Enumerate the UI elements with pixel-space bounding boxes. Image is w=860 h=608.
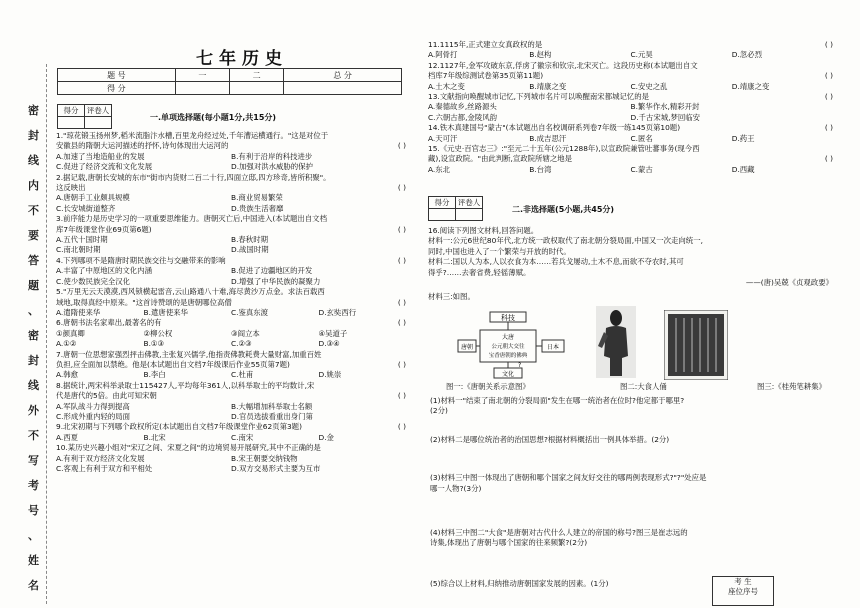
option-c[interactable]: C.促进了经济交流和文化发展 [56,162,153,172]
option-b[interactable]: B.北宋 [143,432,166,442]
option-a[interactable]: A.唐朝手工业颇具规模 [56,193,130,203]
grader-name-label: 评卷人 [456,197,483,209]
option-b[interactable]: B.靖康之变 [529,81,567,91]
option-b[interactable]: B.促进了边疆地区的开发 [231,266,313,276]
diagram-mid3: 宝香唐朝的佛典 [488,353,528,359]
seal-char: 密 [28,329,39,342]
option-a[interactable]: A.有利于双方经济文化发展 [56,453,145,463]
question-text: 负担,应全面加以禁绝。他是(本试题出自文档7年级课后作业55页第7题) ( ) [56,359,406,369]
right-column [428,40,833,175]
grader-score-cell[interactable] [58,117,85,129]
option-d[interactable]: D.忽必烈 [731,50,762,60]
question-text: 6.唐朝书法名家辈出,最著名的有 ( ) [56,318,406,328]
option-c[interactable]: C.形成外重内轻的局面 [56,411,131,421]
score-header-label: 题 号 [58,69,176,82]
options [56,433,406,443]
option-b[interactable]: B.成吉思汗 [529,133,567,143]
option-c[interactable]: C.②③ [231,339,252,349]
option-c[interactable]: C.杜甫 [231,370,254,380]
option-c[interactable]: C.长安城街道整齐 [56,203,116,213]
options [56,245,406,255]
subquestion-3-cont: 哪一人物?(3分) [430,483,482,493]
grader-name-label: 评卷人 [85,105,112,117]
question-16 [428,226,833,303]
caption-figure-1: 图一:《唐朝关系示意图》 [446,382,530,391]
diagram-top-label: 科技 [501,314,515,322]
option-d[interactable]: D.战国时期 [231,245,269,255]
caption-figure-3: 图三:《桂苑笔耕集》 [756,382,826,391]
seal-char: 姓 [28,554,39,567]
figure-2-figurine [596,306,636,378]
option-c[interactable]: C.鉴真东渡 [231,307,269,317]
question-9 [56,422,406,443]
seal-char: 内 [28,179,39,192]
material-1: 同时,中国也进入了一个繁荣与开放的时代。 [428,246,571,256]
question-14 [428,123,833,144]
question-text: 这反映出 ( ) [56,183,406,193]
options [56,402,406,412]
options [56,308,406,318]
option-b[interactable]: B.有利于沿岸的科技进步 [231,151,313,161]
option-a[interactable]: A.天可汗 [428,133,458,143]
options [56,370,406,380]
material-1: 材料一:公元6世纪80年代,北方统一政权取代了南北朝分裂局面,中国又一次走向统一, [428,236,703,246]
question-1 [56,131,406,173]
options [428,82,833,92]
score-header-total: 总 分 [284,69,402,82]
options [56,152,406,162]
score-cell-part1[interactable] [175,82,229,95]
option-a[interactable]: A.军队战斗力得到提高 [56,401,130,411]
item-2: ②柳公权 [143,328,173,338]
item-4: ④吴道子 [318,328,348,338]
option-d[interactable]: D.金 [318,432,334,442]
question-10 [56,443,406,474]
question-11 [428,40,833,61]
figure-captions [446,382,826,392]
material-2-source: ——(唐)吴兢《贞观政要》 [745,278,833,288]
item-1: ①颜真卿 [56,328,85,338]
diagram-mid2: 公元朝大交往 [491,344,525,350]
options [428,50,833,60]
option-a[interactable]: A.遣隋使来华 [56,307,101,317]
options [56,235,406,245]
subquestion-4: (4)材料三中图二"大食"是唐朝对古代什么人建立的帝国的称号?图三是崔志远的 [430,528,688,538]
seal-char: 名 [28,579,39,592]
grader-score-cell[interactable] [429,209,456,221]
question-text: 3.前序能力是历史学习的一项重要思维能力。唐朝灭亡后,中国进入(本试题出自文档 [56,214,327,224]
question-text: 7.唐朝一位思想家强烈抨击佛教,主张复兴儒学,他指责佛教耗费大量财富,加重百姓 [56,349,322,359]
seat-label-1: 考 生 [734,577,752,586]
seal-char: 封 [28,354,39,367]
seal-char: 要 [28,229,39,242]
question-text: 10.某历史兴趣小组对"宋辽之间、宋夏之间"的边境贸易开展研究,其中不正确的是 [56,443,321,453]
question-text: 12.1127年,金军攻破东京,俘虏了徽宗和钦宗,北宋灭亡。这段历史称(本试题出自文 [428,60,698,70]
option-a[interactable]: A.西夏 [56,432,79,442]
question-15 [428,144,833,175]
option-d[interactable]: D.西藏 [731,164,755,174]
question-text: 代是唐代的5倍。由此可知宋朝 ( ) [56,391,406,401]
seal-char: 不 [28,204,39,217]
seal-char: 、 [28,529,39,542]
option-b[interactable]: B.宋王朝要交纳钱物 [231,453,298,463]
option-b[interactable]: B.商业贸易繁荣 [231,193,283,203]
options [56,454,406,464]
grader-box-2 [428,196,483,221]
options [56,412,406,422]
question-text: 11.1115年,正式建立女真政权的是 ( ) [428,40,833,49]
seal-char: 线 [28,154,39,167]
options [428,113,833,123]
option-d[interactable]: D.靖康之变 [731,81,770,91]
grader-box-1 [57,104,112,129]
question-3 [56,214,406,256]
subquestion-1-points: (2分) [430,406,448,416]
seal-line-strip [24,64,47,604]
question-text: 9.北宋初期与下列哪个政权所定(本试题出自文档7年级课堂作业62页第3题) ( ) [56,422,406,432]
item-3: ③阎立本 [231,328,260,338]
seal-char: 写 [28,454,39,467]
option-a[interactable]: A.丰富了中原地区的文化内涵 [56,266,152,276]
option-b[interactable]: B.大幅增加科举取士名额 [231,401,313,411]
option-b[interactable]: B.繁华作水,精彩开封 [630,102,700,112]
material-3: 材料三:如图。 [428,292,475,302]
option-d[interactable]: D.加强对洪水威胁的保护 [231,162,313,172]
diagram-mid1: 大唐 [501,334,515,341]
caption-figure-2: 图二:大食人俑 [619,382,667,391]
option-a[interactable]: A.五代十国时期 [56,235,108,245]
option-d[interactable]: D.药王 [731,133,755,143]
option-a[interactable]: A.土木之变 [428,81,465,91]
subquestion-1: (1)材料一"结束了南北朝的分裂局面"发生在哪一统治者在位时?他定都于哪里? [430,396,685,405]
seal-char: 、 [28,304,39,317]
subquestion-5: (5)综合以上材料,归纳推动唐朝国家发展的因素。(1分) [430,578,609,588]
option-a[interactable]: A.东北 [428,164,451,174]
question-text: 15.《元史·百官志三》:"至元二十五年(公元1288年),以宣政院兼管吐蕃事务(现今西 [428,144,700,154]
section-2-title: 二.非选择题(5小题,共45分) [512,205,615,214]
figure-1-diagram [456,310,576,382]
option-d[interactable]: D.增强了中华民族的凝聚力 [231,276,321,286]
options [428,165,833,175]
seal-char: 答 [28,254,39,267]
seal-char: 密 [28,104,39,117]
options [56,162,406,172]
diagram-right-label: 日本 [546,344,560,351]
question-text: 2.据记载,唐朝长安城的东市"街市内货财二百二十行,四面立邸,四方珍奇,皆所积聚"。 [56,172,331,182]
option-c[interactable]: C.蒙古 [630,164,653,174]
option-b[interactable]: B.李白 [143,370,166,380]
section-1-title: 一.单项选择题(每小题1分,共15分) [150,113,277,122]
exam-title: 七年历史 [196,49,288,69]
options [56,204,406,214]
grader-name-cell[interactable] [85,117,112,129]
question-4 [56,256,406,287]
question-6 [56,318,406,349]
left-column [56,131,406,474]
question-text: 域地,取得真经中原来。"这首诗赞颂的是唐朝哪位高僧 ( ) [56,297,406,307]
option-c[interactable]: C.客观上有利于双方和平相处 [56,464,153,473]
seal-char: 外 [28,404,39,417]
diagram-bottom-label: 文化 [501,371,515,378]
option-d[interactable]: D.官员选拔看重出身门第 [231,411,313,421]
options [428,102,833,112]
grader-name-cell[interactable] [456,209,483,221]
seat-number-box[interactable] [712,576,774,606]
question-text: 安徽县的隋朝大运河描述的抒怀,诗句体现出大运河的 ( ) [56,141,406,151]
option-d[interactable]: D.③④ [318,339,340,349]
question-5 [56,287,406,318]
options [428,134,833,144]
question-text: 16.阅读下列图文材料,回答问题。 [428,226,539,235]
option-c[interactable]: C.南北朝时期 [56,245,101,255]
seal-char: 线 [28,379,39,392]
option-b[interactable]: B.①③ [143,339,165,349]
score-cell-part2[interactable] [229,82,283,95]
seal-char: 封 [28,129,39,142]
seal-char: 题 [28,279,39,292]
diagram-question-mark: ? [518,362,522,369]
options [56,277,406,287]
option-c[interactable]: C.使少数民族完全汉化 [56,276,131,286]
score-table [57,68,402,95]
question-2 [56,173,406,215]
option-a[interactable]: A.秦德故乡,丝路源头 [428,102,497,112]
diagram-left-label: 唐朝 [460,344,474,351]
option-d[interactable]: D.双方交易形式主要为互市 [231,464,321,473]
option-a[interactable]: A.①② [56,339,77,349]
score-row-label: 得 分 [58,82,176,95]
sub-questions [430,396,830,589]
seal-char: 号 [28,504,39,517]
question-13 [428,92,833,123]
option-d[interactable]: D.姚崇 [318,370,342,380]
options [56,339,406,349]
option-c[interactable]: C.南宋 [231,432,254,442]
question-text: 8.据统计,两宋科举录取士115427人,平均每年361人,以科举取士的平均数计,宋 [56,380,315,390]
option-a[interactable]: A.韩愈 [56,370,79,380]
option-d[interactable]: D.贵族生活奢靡 [231,203,284,213]
option-b[interactable]: B.遣唐使来华 [143,307,188,317]
seal-char: 不 [28,429,39,442]
option-b[interactable]: B.台湾 [529,164,552,174]
options [56,266,406,276]
question-text: 藏),设宣政院。"由此判断,宣政院所辖之地是 ( ) [428,154,833,164]
option-c[interactable]: C.安史之乱 [630,81,668,91]
grader-score-label: 得分 [429,197,456,209]
subquestion-2: (2)材料二是哪位统治者的治国思想?根据材料概括出一例具体举措。(2分) [430,434,670,444]
material-2: 得乎?……去奢省费,轻徭薄赋。 [428,267,531,277]
subquestion-3: (3)材料三中图一体现出了唐朝和哪个国家之间友好交往的哪两例表现形式?"?"处应是 [430,473,707,483]
question-text: 4.下列哪项不是隋唐时期民族交往与交融带来的影响 ( ) [56,255,406,265]
option-d[interactable]: D.千古宋城,梦回临安 [630,112,701,122]
options [56,193,406,203]
score-cell-total[interactable] [284,82,402,95]
option-c[interactable]: C.六朝古都,金陵风韵 [428,112,497,122]
options [56,464,406,474]
option-a[interactable]: A.加速了当地造船业的发展 [56,151,145,161]
option-c[interactable]: C.匿名 [630,133,653,143]
question-text: 1."琼花锻玉扬州梦,稻米流脂汴水槽,百里龙舟经过处,千年漕运横通行。"这是对位于 [56,131,329,140]
option-d[interactable]: D.玄奘西行 [318,307,357,317]
grader-score-label: 得分 [58,105,85,117]
seat-label-2: 座位序号 [728,587,758,596]
question-text: 14.铁木真建国号"蒙古"(本试题出自名校调研系列卷7年级一练145页第10题) ( ) [428,123,833,133]
question-8 [56,381,406,423]
option-b[interactable]: B.春秋时期 [231,235,268,245]
figure-3-book-page [664,310,728,380]
score-header-part1: 一 [175,69,229,82]
option-c[interactable]: C.元昊 [630,50,653,60]
captions-row [446,382,826,392]
question-12 [428,61,833,92]
question-text: 档库7年级综测试卷第35页第11题) ( ) [428,71,833,81]
score-header-part2: 二 [229,69,283,82]
items [56,329,406,339]
subquestion-4-cont: 诗集,体现出了唐朝与哪个国家的往来频繁?(2分) [430,538,588,548]
material-2: 材料二:国以人为本,人以衣食为本……若兵戈屡动,土木不息,而欲不夺农时,其可 [428,257,684,267]
question-7 [56,350,406,381]
seal-char: 考 [28,479,39,492]
option-a[interactable]: A.阿骨打 [428,50,458,60]
question-text: 5."万里无云天漠漠,西风锁横起雷音,云山路通八十难,海尽黄沙万点金。求法百载西 [56,287,325,297]
question-text: 13.文献指向唤醒城市记忆,下列城市名片可以唤醒南宋都城记忆的是 ( ) [428,92,833,102]
question-text: 库7年级课堂作业69页第6题) ( ) [56,224,406,234]
option-b[interactable]: B.赵构 [529,50,552,60]
